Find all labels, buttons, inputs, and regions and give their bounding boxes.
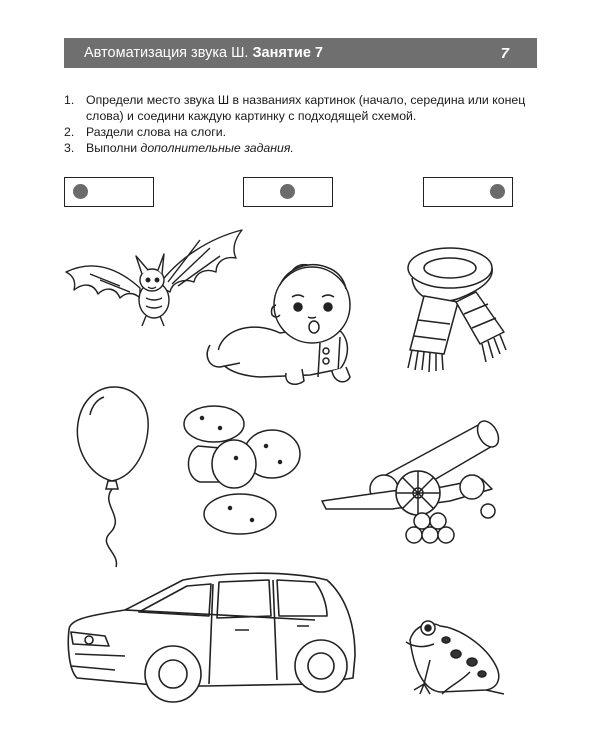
scarf-icon[interactable] bbox=[400, 240, 510, 375]
task-list bbox=[64, 92, 544, 156]
balloon-icon[interactable] bbox=[70, 385, 155, 570]
sound-dot bbox=[490, 184, 505, 199]
frog-icon[interactable] bbox=[400, 610, 510, 700]
task-item: 1. Определи место звука Ш в названиях картинок (начало, середина или конец слова) и соедини каждую картинку с подходящей схемой. bbox=[64, 93, 526, 123]
page-title: Автоматизация звука Ш. Занятие 7 bbox=[84, 45, 323, 61]
task-item: 3. Выполни дополнительные задания. bbox=[64, 141, 294, 155]
scheme-sound-beginning[interactable] bbox=[64, 177, 154, 207]
cannon-icon[interactable] bbox=[322, 405, 517, 555]
baby-icon[interactable] bbox=[200, 245, 365, 390]
potatoes-icon[interactable] bbox=[180, 398, 305, 538]
sound-dot bbox=[73, 184, 88, 199]
sound-dot bbox=[280, 184, 295, 199]
page-header bbox=[64, 38, 537, 68]
car-icon[interactable] bbox=[65, 566, 360, 711]
task-item: 2. Раздели слова на слоги. bbox=[64, 125, 226, 139]
scheme-sound-end[interactable] bbox=[423, 177, 513, 207]
page-number: 7 bbox=[500, 44, 509, 62]
scheme-sound-middle[interactable] bbox=[243, 177, 333, 207]
